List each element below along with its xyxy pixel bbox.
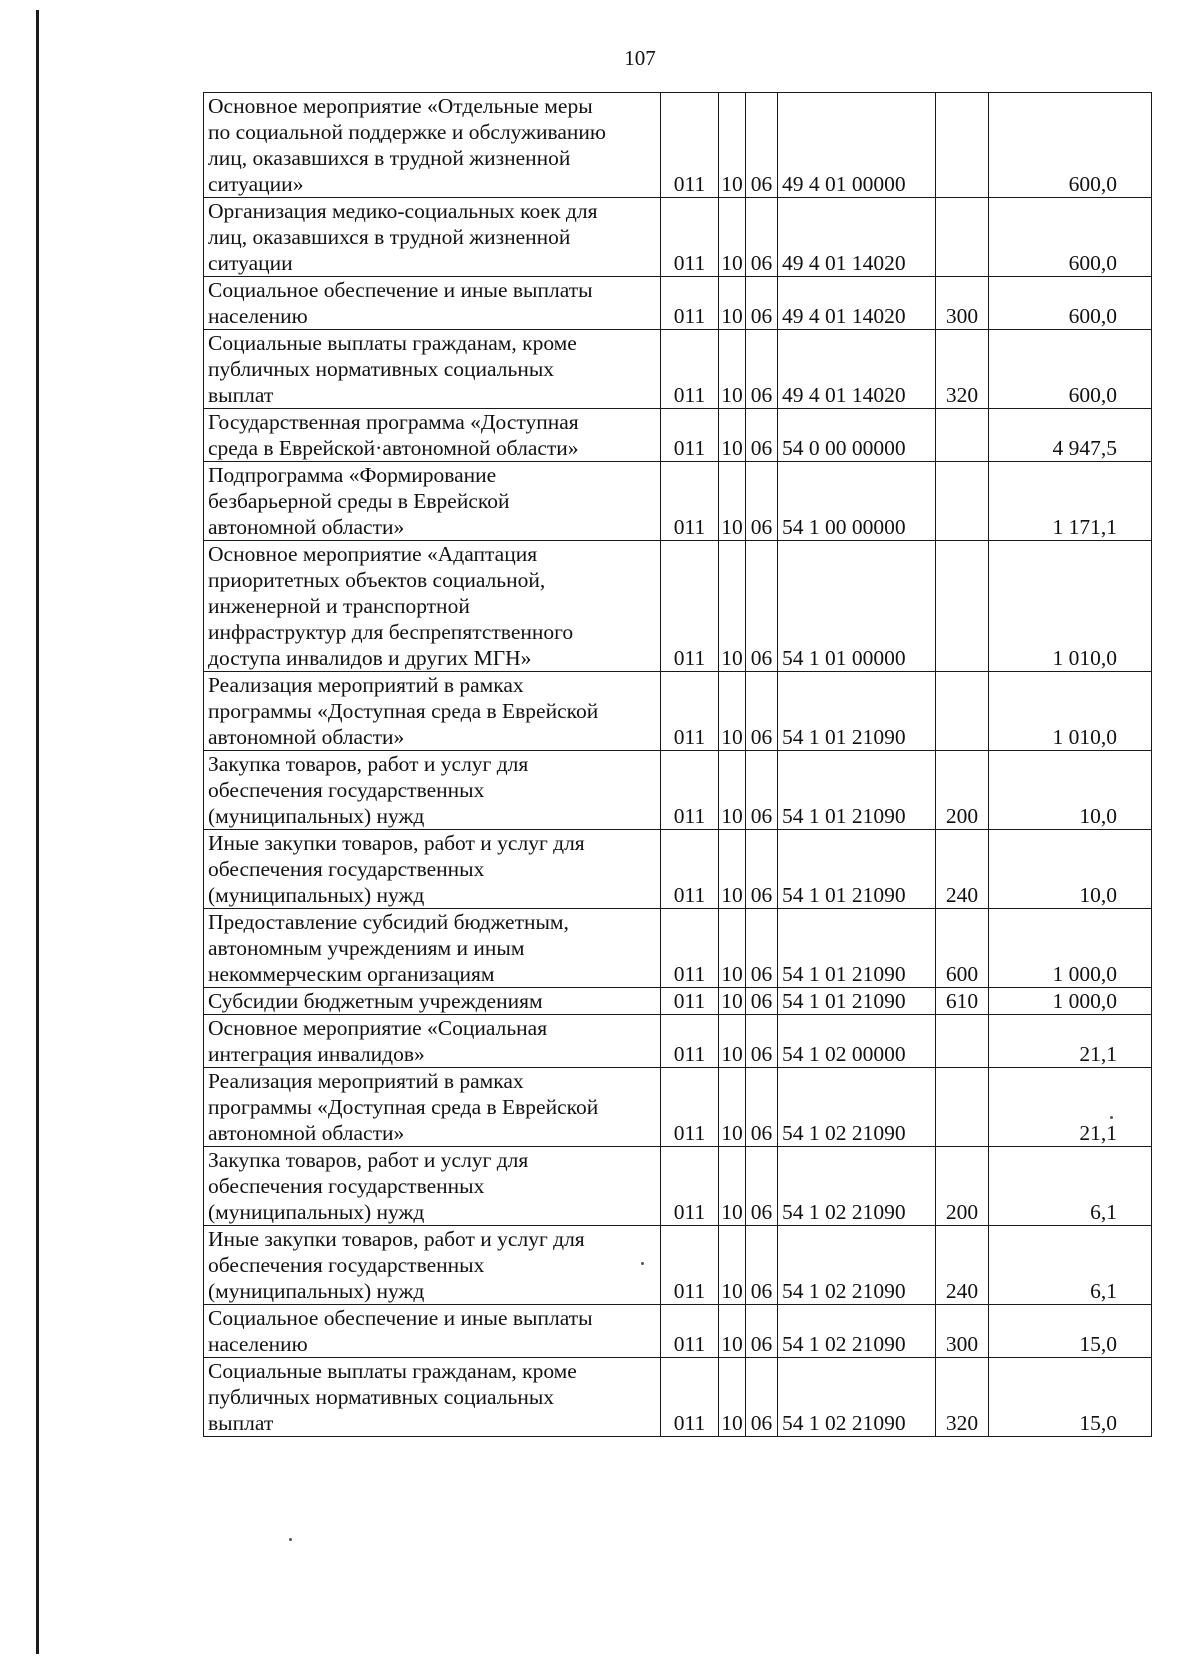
amount-cell: 600,0 (989, 277, 1152, 330)
table-row (204, 751, 1152, 830)
section-code-cell: 10 (719, 93, 746, 198)
section-code-cell: 10 (719, 1068, 746, 1147)
admin-code-cell: 011 (661, 1068, 719, 1147)
section-code-cell: 10 (719, 1358, 746, 1437)
admin-code-cell: 011 (661, 1015, 719, 1068)
table-row (204, 198, 1152, 277)
subsection-code-cell: 06 (746, 277, 778, 330)
section-code-cell: 10 (719, 409, 746, 462)
table-row (204, 1015, 1152, 1068)
subsection-code-cell: 06 (746, 462, 778, 541)
table-row (204, 1305, 1152, 1358)
table-row (204, 1226, 1152, 1305)
scan-edge-line (36, 10, 39, 1654)
admin-code-cell: 011 (661, 541, 719, 672)
section-code-cell: 10 (719, 988, 746, 1015)
table-row (204, 277, 1152, 330)
table-row (204, 830, 1152, 909)
target-article-cell: 54 1 02 21090 (778, 1147, 936, 1226)
expense-type-cell: 320 (936, 330, 989, 409)
target-article-cell: 54 1 02 21090 (778, 1358, 936, 1437)
table-row (204, 672, 1152, 751)
target-article-cell: 49 4 01 14020 (778, 330, 936, 409)
admin-code-cell: 011 (661, 277, 719, 330)
row-name-cell: Субсидии бюджетным учреждениям (204, 988, 661, 1015)
expense-type-cell: 320 (936, 1358, 989, 1437)
expense-type-cell: 300 (936, 1305, 989, 1358)
target-article-cell: 54 1 00 00000 (778, 462, 936, 541)
amount-cell: 15,0 (989, 1358, 1152, 1437)
subsection-code-cell: 06 (746, 988, 778, 1015)
section-code-cell: 10 (719, 462, 746, 541)
subsection-code-cell: 06 (746, 1226, 778, 1305)
section-code-cell: 10 (719, 672, 746, 751)
subsection-code-cell: 06 (746, 409, 778, 462)
subsection-code-cell: 06 (746, 198, 778, 277)
table-row (204, 541, 1152, 672)
expense-type-cell (936, 1068, 989, 1147)
target-article-cell: 54 1 02 21090 (778, 1068, 936, 1147)
amount-cell: 1 010,0 (989, 541, 1152, 672)
section-code-cell: 10 (719, 1305, 746, 1358)
target-article-cell: 49 4 01 14020 (778, 277, 936, 330)
row-name-cell: Основное мероприятие «Отдельные меры по социальной поддержке и обслуживанию лиц, оказавшихся в трудной жизненной ситуации» (204, 93, 661, 198)
expense-type-cell (936, 409, 989, 462)
section-code-cell: 10 (719, 1015, 746, 1068)
scan-speck (1110, 1116, 1113, 1119)
amount-cell: 600,0 (989, 198, 1152, 277)
admin-code-cell: 011 (661, 988, 719, 1015)
row-name-cell: Социальное обеспечение и иные выплаты населению (204, 277, 661, 330)
expense-type-cell: 240 (936, 830, 989, 909)
section-code-cell: 10 (719, 541, 746, 672)
subsection-code-cell: 06 (746, 1358, 778, 1437)
admin-code-cell: 011 (661, 1147, 719, 1226)
subsection-code-cell: 06 (746, 672, 778, 751)
section-code-cell: 10 (719, 1226, 746, 1305)
section-code-cell: 10 (719, 330, 746, 409)
section-code-cell: 10 (719, 909, 746, 988)
expense-type-cell: 240 (936, 1226, 989, 1305)
admin-code-cell: 011 (661, 909, 719, 988)
expense-type-cell: 600 (936, 909, 989, 988)
subsection-code-cell: 06 (746, 909, 778, 988)
expense-type-cell: 200 (936, 1147, 989, 1226)
target-article-cell: 54 1 02 00000 (778, 1015, 936, 1068)
table-body (204, 93, 1152, 1437)
expense-type-cell (936, 198, 989, 277)
amount-cell: 10,0 (989, 751, 1152, 830)
expense-type-cell (936, 672, 989, 751)
amount-cell: 10,0 (989, 830, 1152, 909)
budget-table (203, 92, 1152, 1437)
subsection-code-cell: 06 (746, 93, 778, 198)
row-name-cell: Иные закупки товаров, работ и услуг для обеспечения государственных (муниципальных) нужд (204, 1226, 661, 1305)
row-name-cell: Социальное обеспечение и иные выплаты населению (204, 1305, 661, 1358)
target-article-cell: 49 4 01 00000 (778, 93, 936, 198)
admin-code-cell: 011 (661, 462, 719, 541)
target-article-cell: 54 1 01 21090 (778, 988, 936, 1015)
row-name-cell: Реализация мероприятий в рамках программы «Доступная среда в Еврейской автономной области» (204, 1068, 661, 1147)
table-row (204, 330, 1152, 409)
expense-type-cell: 200 (936, 751, 989, 830)
amount-cell: 1 000,0 (989, 909, 1152, 988)
table-row (204, 93, 1152, 198)
row-name-cell: Иные закупки товаров, работ и услуг для обеспечения государственных (муниципальных) нужд (204, 830, 661, 909)
row-name-cell: Закупка товаров, работ и услуг для обеспечения государственных (муниципальных) нужд (204, 1147, 661, 1226)
admin-code-cell: 011 (661, 830, 719, 909)
section-code-cell: 10 (719, 830, 746, 909)
section-code-cell: 10 (719, 751, 746, 830)
admin-code-cell: 011 (661, 1305, 719, 1358)
target-article-cell: 49 4 01 14020 (778, 198, 936, 277)
subsection-code-cell: 06 (746, 1147, 778, 1226)
table-row (204, 1068, 1152, 1147)
row-name-cell: Реализация мероприятий в рамках программы «Доступная среда в Еврейской автономной области» (204, 672, 661, 751)
amount-cell: 6,1 (989, 1147, 1152, 1226)
admin-code-cell: 011 (661, 1226, 719, 1305)
subsection-code-cell: 06 (746, 1015, 778, 1068)
amount-cell: 1 171,1 (989, 462, 1152, 541)
target-article-cell: 54 1 02 21090 (778, 1305, 936, 1358)
row-name-cell: Предоставление субсидий бюджетным, автономным учреждениям и иным некоммерческим организациям (204, 909, 661, 988)
target-article-cell: 54 1 01 21090 (778, 830, 936, 909)
row-name-cell: Социальные выплаты гражданам, кроме публичных нормативных социальных выплат (204, 330, 661, 409)
section-code-cell: 10 (719, 198, 746, 277)
subsection-code-cell: 06 (746, 541, 778, 672)
expense-type-cell (936, 462, 989, 541)
scan-speck (641, 1262, 644, 1265)
table-row (204, 1147, 1152, 1226)
admin-code-cell: 011 (661, 330, 719, 409)
subsection-code-cell: 06 (746, 751, 778, 830)
admin-code-cell: 011 (661, 672, 719, 751)
row-name-cell: Государственная программа «Доступная среда в Еврейской·автономной области» (204, 409, 661, 462)
target-article-cell: 54 1 01 21090 (778, 672, 936, 751)
target-article-cell: 54 1 01 00000 (778, 541, 936, 672)
target-article-cell: 54 1 01 21090 (778, 909, 936, 988)
row-name-cell: Организация медико-социальных коек для лиц, оказавшихся в трудной жизненной ситуации (204, 198, 661, 277)
row-name-cell: Закупка товаров, работ и услуг для обеспечения государственных (муниципальных) нужд (204, 751, 661, 830)
subsection-code-cell: 06 (746, 330, 778, 409)
admin-code-cell: 011 (661, 198, 719, 277)
table-row (204, 988, 1152, 1015)
expense-type-cell (936, 541, 989, 672)
section-code-cell: 10 (719, 277, 746, 330)
table-row (204, 409, 1152, 462)
expense-type-cell: 610 (936, 988, 989, 1015)
amount-cell: 6,1 (989, 1226, 1152, 1305)
target-article-cell: 54 1 01 21090 (778, 751, 936, 830)
amount-cell: 4 947,5 (989, 409, 1152, 462)
subsection-code-cell: 06 (746, 830, 778, 909)
expense-type-cell (936, 93, 989, 198)
section-code-cell: 10 (719, 1147, 746, 1226)
subsection-code-cell: 06 (746, 1305, 778, 1358)
target-article-cell: 54 0 00 00000 (778, 409, 936, 462)
table-row (204, 462, 1152, 541)
expense-type-cell: 300 (936, 277, 989, 330)
page-number: 107 (624, 46, 656, 70)
admin-code-cell: 011 (661, 751, 719, 830)
amount-cell: 21,1 (989, 1068, 1152, 1147)
row-name-cell: Основное мероприятие «Адаптация приоритетных объектов социальной, инженерной и транспортной инфраструктур для беспрепятственного доступа инвалидов и других МГН» (204, 541, 661, 672)
row-name-cell: Подпрограмма «Формирование безбарьерной среды в Еврейской автономной области» (204, 462, 661, 541)
amount-cell: 15,0 (989, 1305, 1152, 1358)
amount-cell: 600,0 (989, 93, 1152, 198)
admin-code-cell: 011 (661, 409, 719, 462)
subsection-code-cell: 06 (746, 1068, 778, 1147)
amount-cell: 1 010,0 (989, 672, 1152, 751)
row-name-cell: Социальные выплаты гражданам, кроме публичных нормативных социальных выплат (204, 1358, 661, 1437)
row-name-cell: Основное мероприятие «Социальная интеграция инвалидов» (204, 1015, 661, 1068)
amount-cell: 1 000,0 (989, 988, 1152, 1015)
amount-cell: 21,1 (989, 1015, 1152, 1068)
target-article-cell: 54 1 02 21090 (778, 1226, 936, 1305)
amount-cell: 600,0 (989, 330, 1152, 409)
admin-code-cell: 011 (661, 93, 719, 198)
scan-speck (289, 1538, 292, 1541)
table-row (204, 909, 1152, 988)
expense-type-cell (936, 1015, 989, 1068)
admin-code-cell: 011 (661, 1358, 719, 1437)
table-row (204, 1358, 1152, 1437)
